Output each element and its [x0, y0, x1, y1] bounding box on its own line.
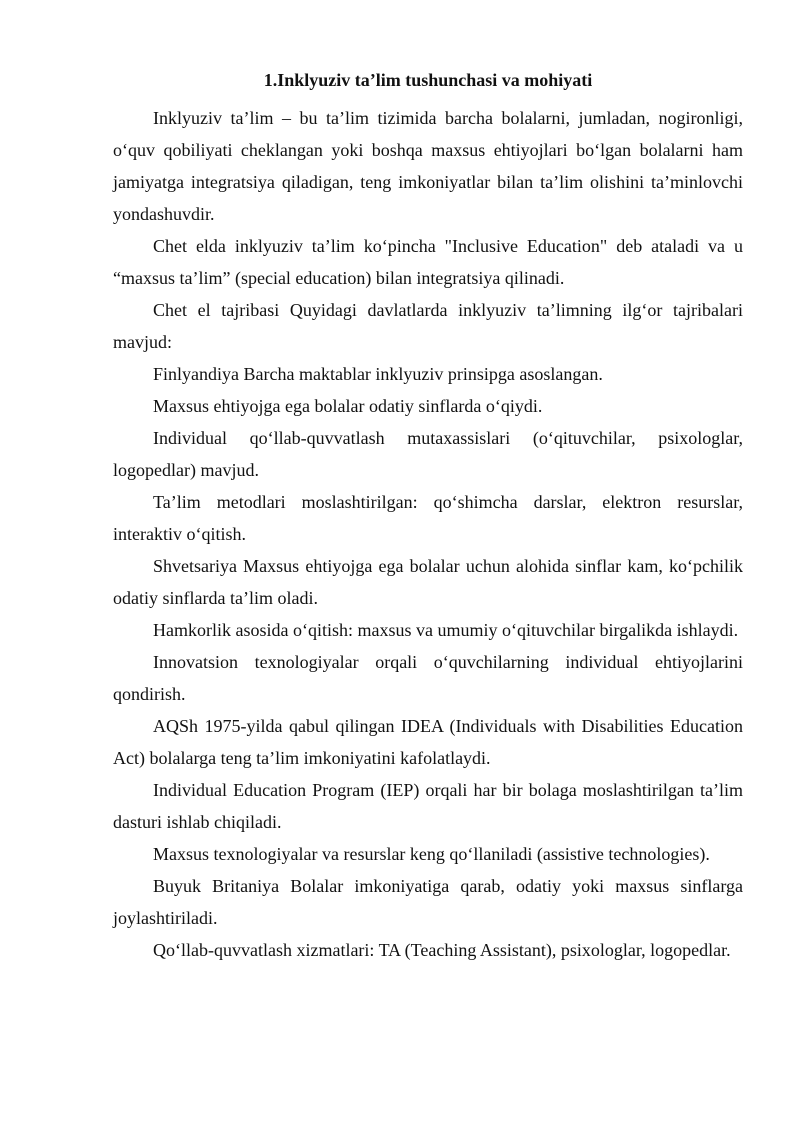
- paragraph: Maxsus ehtiyojga ega bolalar odatiy sinflarda o‘qiydi.: [153, 396, 543, 416]
- document-page: [113, 70, 743, 966]
- paragraph: Innovatsion texnologiyalar orqali o‘quvchilarning individual ehtiyojlarini qondirish.: [113, 652, 743, 704]
- paragraph: Hamkorlik asosida o‘qitish: maxsus va umumiy o‘qituvchilar birgalikda ishlaydi.: [153, 620, 739, 640]
- paragraph: Buyuk Britaniya Bolalar imkoniyatiga qarab, odatiy yoki maxsus sinflarga joylashtiriladi.: [113, 876, 743, 928]
- paragraph: Ta’lim metodlari moslashtirilgan: qo‘shimcha darslar, elektron resurslar, interaktiv o‘qitish.: [113, 492, 743, 544]
- paragraph: AQSh 1975-yilda qabul qilingan IDEA (Individuals with Disabilities Education Act) bolalarga teng ta’lim imkoniyatini kafolatlaydi.: [113, 716, 743, 768]
- paragraph: Chet el tajribasi Quyidagi davlatlarda inklyuziv ta’limning ilg‘or tajribalari mavjud:: [113, 300, 743, 352]
- paragraph: Chet elda inklyuziv ta’lim ko‘pincha "Inclusive Education" deb ataladi va u “maxsus ta’lim” (special education) bilan integratsiya qilinadi.: [113, 236, 743, 288]
- paragraph: Individual Education Program (IEP) orqali har bir bolaga moslashtirilgan ta’lim dasturi ishlab chiqiladi.: [113, 780, 743, 832]
- paragraph: Inklyuziv ta’lim – bu ta’lim tizimida barcha bolalarni, jumladan, nogironligi, o‘quv qobiliyati cheklangan yoki boshqa maxsus ehtiyojlari bo‘lgan bolalarni ham jamiyatga integratsiya qiladigan, teng imkoniyatlar bilan ta’lim olishini ta’minlovchi yondashuvdir.: [113, 108, 743, 224]
- paragraph: Individual qo‘llab-quvvatlash mutaxassislari (o‘qituvchilar, psixologlar, logopedlar) mavjud.: [113, 428, 743, 480]
- document-title: 1.Inklyuziv ta’lim tushunchasi va mohiyati: [263, 70, 593, 90]
- paragraph: Maxsus texnologiyalar va resurslar keng qo‘llaniladi (assistive technologies).: [153, 844, 710, 864]
- paragraph: Qo‘llab-quvvatlash xizmatlari: TA (Teaching Assistant), psixologlar, logopedlar.: [153, 940, 731, 960]
- paragraph: Shvetsariya Maxsus ehtiyojga ega bolalar uchun alohida sinflar kam, ko‘pchilik odatiy sinflarda ta’lim oladi.: [113, 556, 743, 608]
- paragraph: Finlyandiya Barcha maktablar inklyuziv prinsipga asoslangan.: [153, 364, 603, 384]
